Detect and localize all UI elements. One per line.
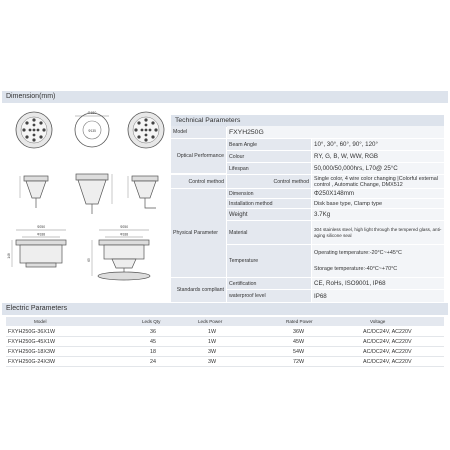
row-colour [171, 151, 444, 162]
colour-value: RY, G, B, W, WW, RGB [312, 151, 444, 162]
install-value: Disk base type, Clamp type [312, 199, 444, 208]
cell-rated-power: 72W [293, 358, 305, 365]
control-value: Single color, 4 wire color changing |Colorful external control , Automatic Change, DMX512 [312, 175, 444, 188]
electric-header: Electric Parameters [2, 303, 448, 315]
temp-operating: Operating temperature:-20°C~+45°C [314, 250, 402, 256]
control-group-label: Control method [171, 175, 226, 188]
col-rated-power: Rated Power [286, 319, 313, 324]
table-row [6, 357, 444, 367]
dim-188-left: Φ188 [36, 232, 46, 237]
cell-model: FXYH250G-24X3W [8, 358, 56, 365]
lamp-side-view-left [20, 176, 48, 208]
row-beam [171, 139, 444, 150]
col-model: Model [34, 319, 47, 324]
row-model [171, 126, 444, 138]
lamp-base-view-right [87, 225, 150, 280]
lamp-ring-view [75, 111, 109, 147]
cell-leds-power: 3W [208, 358, 217, 365]
col-leds-power: Leds Power [198, 319, 223, 324]
cell-voltage: AC/DC24V, AC220V [363, 328, 412, 335]
weight-value: 3.7Kg [312, 209, 444, 220]
technical-header: Technical Parameters [171, 115, 444, 127]
row-temperature [171, 245, 444, 277]
table-row [6, 327, 444, 337]
dim-top-small-label: Φ135 [88, 129, 96, 133]
cell-qty: 36 [150, 328, 156, 335]
dim-top-label: Φ180 [87, 111, 97, 115]
temperature-label: Temperature [227, 245, 311, 277]
dimension-label: Dimension [227, 189, 311, 198]
dimension-drawings [4, 106, 170, 316]
material-label: Material [227, 221, 311, 244]
cell-rated-power: 45W [293, 338, 305, 345]
control-label: Control method [227, 175, 311, 188]
dim-188-right: Φ188 [119, 232, 129, 237]
temp-storage: Storage temperature:-40°C~+70°C [314, 266, 398, 272]
cert-value: CE, RoHs, ISO9001, IP68 [312, 278, 444, 289]
standards-group-label: Standards compliant [171, 278, 226, 302]
waterproof-value: IP68 [312, 290, 444, 302]
waterproof-label: waterproof level [227, 290, 311, 302]
cell-rated-power: 54W [293, 348, 305, 355]
model-label: Model [171, 126, 226, 138]
cell-qty: 18 [150, 348, 156, 355]
cell-qty: 45 [150, 338, 156, 345]
col-voltage: Voltage [370, 319, 386, 324]
row-control [171, 175, 444, 188]
optical-group-label: Optical Performance [171, 139, 226, 173]
model-value: FXYH250G [227, 126, 444, 138]
physical-group-label: Physical Parameter [171, 189, 226, 277]
col-leds-qty: Leds Qty [142, 319, 161, 324]
cert-label: Certification [227, 278, 311, 289]
install-label: Installation method [227, 199, 311, 208]
lamp-side-view-center [76, 174, 112, 214]
dim-148-left: 148 [7, 253, 11, 259]
dim-65-right: 65 [87, 258, 91, 262]
lamp-top-view-right [128, 112, 164, 148]
dimension-value: Φ250X148mm [312, 189, 444, 198]
cell-voltage: AC/DC24V, AC220V [363, 358, 412, 365]
row-lifespan [171, 163, 444, 174]
row-waterproof [171, 290, 444, 302]
cell-model: FXYH250G-45X1W [8, 338, 56, 345]
cell-qty: 24 [150, 358, 156, 365]
cell-model: FXYH250G-36X1W [8, 328, 56, 335]
beam-value: 10°, 30°, 60°, 90°, 120° [312, 139, 444, 150]
cell-voltage: AC/DC24V, AC220V [363, 338, 412, 345]
cell-voltage: AC/DC24V, AC220V [363, 348, 412, 355]
temperature-values [312, 245, 444, 277]
row-certification [171, 278, 444, 289]
beam-label: Beam Angle [227, 139, 311, 150]
lamp-side-view-right [128, 176, 158, 208]
cell-model: FXYH250G-18X3W [8, 348, 56, 355]
weight-label: Weight [227, 209, 311, 220]
dimension-header: Dimension(mm) [2, 91, 448, 103]
row-material [171, 221, 444, 244]
row-install [171, 199, 444, 208]
cell-leds-power: 1W [208, 328, 217, 335]
lamp-top-view-left [16, 112, 52, 148]
lifespan-value: 50,000/50,000hrs, L70@ 25°C [312, 163, 444, 174]
table-row [6, 337, 444, 347]
electric-table-header [6, 317, 444, 326]
material-value: 304 stainless steel, high light through the tempered glass, anti-aging silicone seal [312, 221, 444, 244]
colour-label: Colour [227, 151, 311, 162]
row-dimension [171, 189, 444, 198]
lamp-base-view-left [7, 225, 66, 267]
dim-250-left: Φ250 [36, 225, 46, 229]
dim-250-right: Φ250 [119, 225, 129, 229]
lifespan-label: Lifespan [227, 163, 311, 174]
cell-rated-power: 36W [293, 328, 305, 335]
cell-leds-power: 3W [208, 348, 217, 355]
cell-leds-power: 1W [208, 338, 217, 345]
table-row [6, 347, 444, 357]
row-weight [171, 209, 444, 220]
